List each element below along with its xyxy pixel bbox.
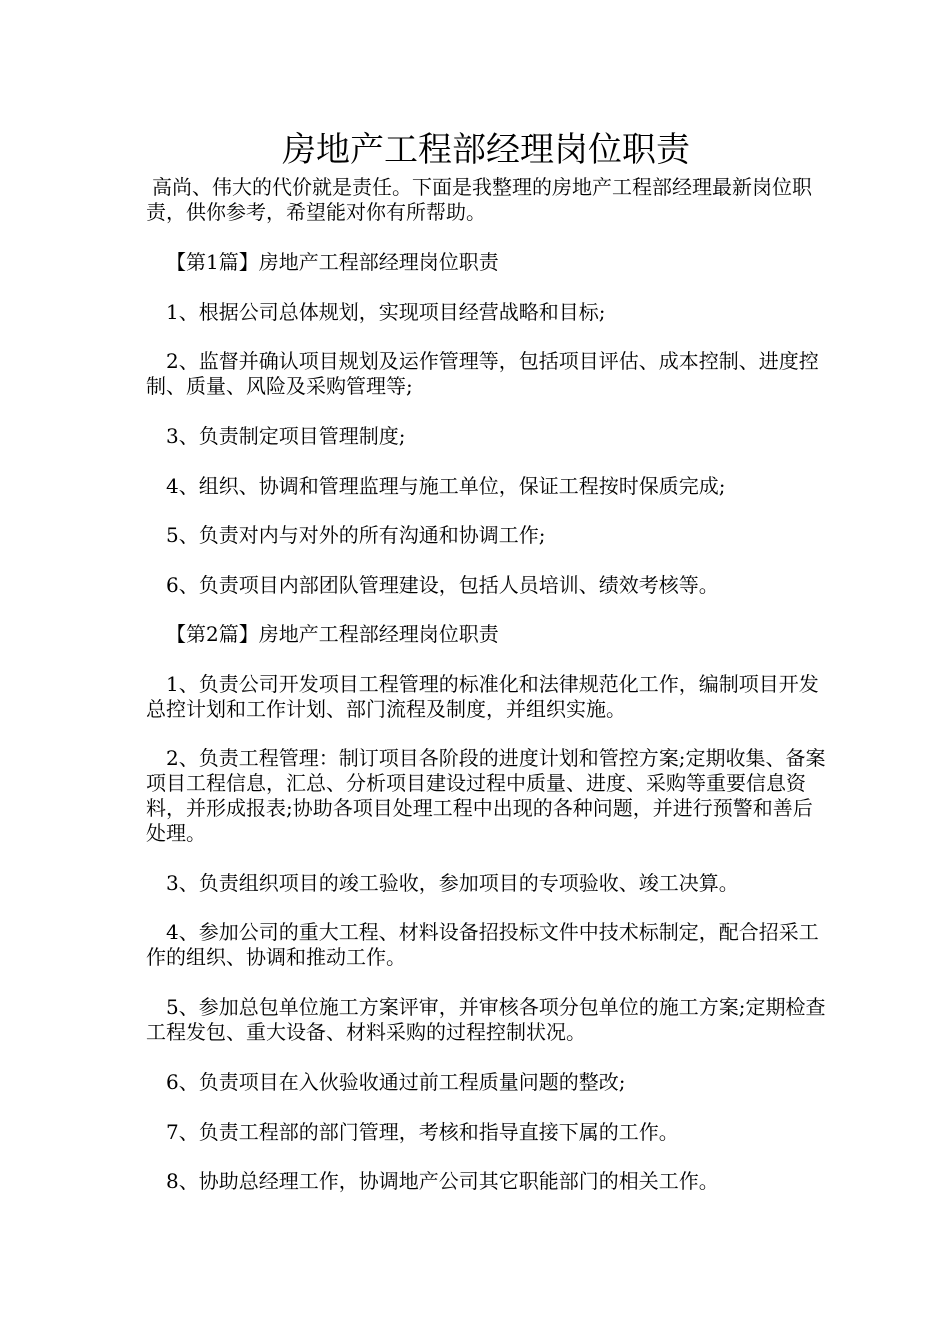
intro-paragraph: 高尚、伟大的代价就是责任。下面是我整理的房地产工程部经理最新岗位职责，供你参考，希望能对你有所帮助。	[146, 175, 812, 224]
section1-item-5: 5、负责对内与对外的所有沟通和协调工作;	[166, 523, 546, 547]
section2-item-5: 5、参加总包单位施工方案评审，并审核各项分包单位的施工方案;定期检查工程发包、重大设备、材料采购的过程控制状况。	[146, 995, 826, 1044]
section1-item-4: 4、组织、协调和管理监理与施工单位，保证工程按时保质完成;	[166, 474, 726, 498]
section1-item-1: 1、根据公司总体规划，实现项目经营战略和目标;	[166, 300, 606, 324]
section2-item-4: 4、参加公司的重大工程、材料设备招投标文件中技术标制定，配合招采工作的组织、协调和推动工作。	[146, 920, 819, 969]
section2-item-2: 2、负责工程管理：制订项目各阶段的进度计划和管控方案;定期收集、备案项目工程信息，汇总、分析项目建设过程中质量、进度、采购等重要信息资料，并形成报表;协助各项目处理工程中出现的各种问题，并进行预警和善后处理。	[146, 746, 826, 845]
section2-item-1: 1、负责公司开发项目工程管理的标准化和法律规范化工作，编制项目开发总控计划和工作计划、部门流程及制度，并组织实施。	[146, 672, 819, 721]
section2-item-6: 6、负责项目在入伙验收通过前工程质量问题的整改;	[166, 1070, 626, 1094]
section2-item-7: 7、负责工程部的部门管理，考核和指导直接下属的工作。	[166, 1120, 679, 1144]
section1-item-3: 3、负责制定项目管理制度;	[166, 424, 406, 448]
section2-item-8: 8、协助总经理工作，协调地产公司其它职能部门的相关工作。	[166, 1169, 719, 1193]
section1-item-2: 2、监督并确认项目规划及运作管理等，包括项目评估、成本控制、进度控制、质量、风险及采购管理等;	[146, 349, 819, 398]
section2-item-3: 3、负责组织项目的竣工验收，参加项目的专项验收、竣工决算。	[166, 871, 739, 895]
document-title: 房地产工程部经理岗位职责	[282, 130, 690, 170]
section1-heading: 【第1篇】房地产工程部经理岗位职责	[166, 250, 499, 274]
section1-item-6: 6、负责项目内部团队管理建设，包括人员培训、绩效考核等。	[166, 573, 719, 597]
section2-heading: 【第2篇】房地产工程部经理岗位职责	[166, 622, 499, 646]
